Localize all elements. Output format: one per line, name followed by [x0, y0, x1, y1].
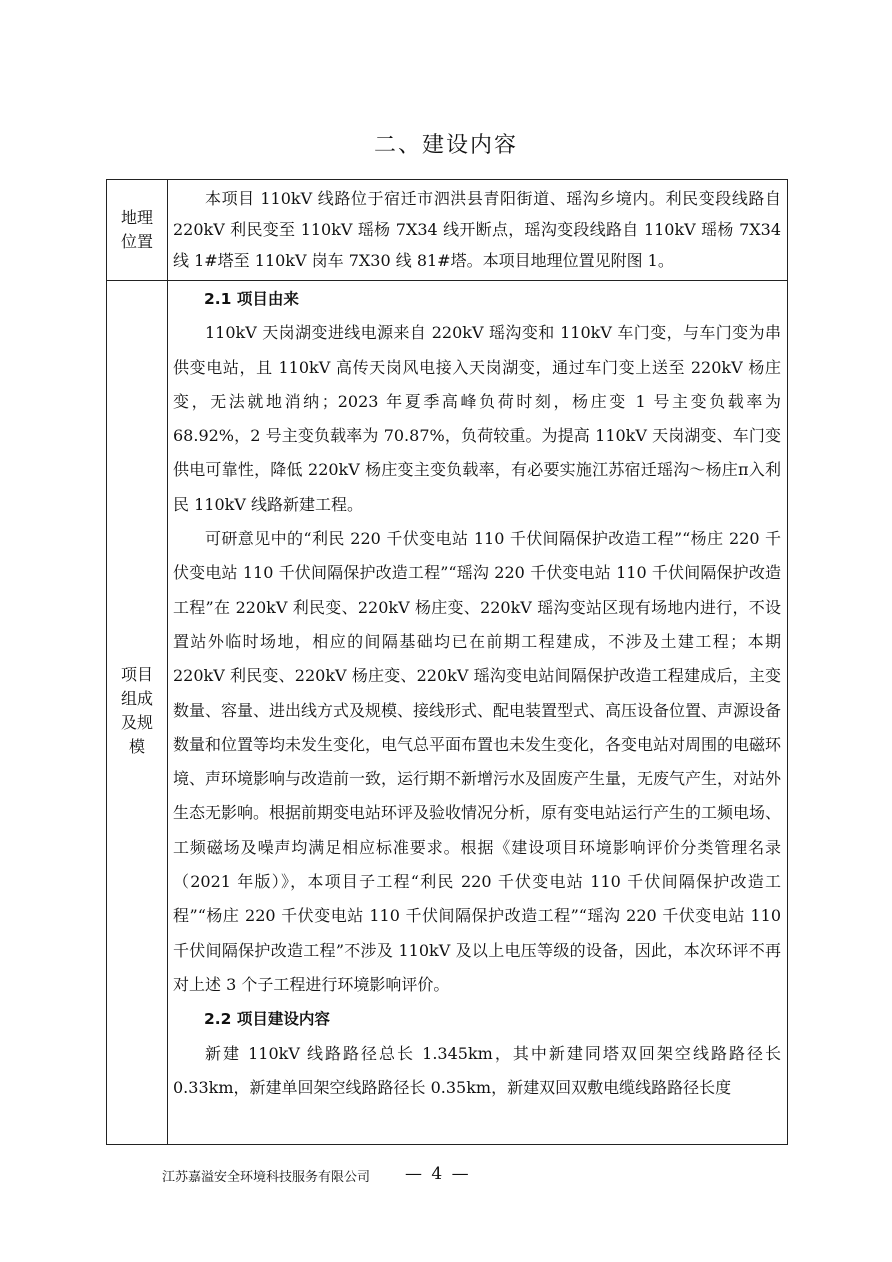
label-scope-line3: 及规 — [120, 713, 153, 732]
label-scope-line1: 项目 — [120, 665, 153, 684]
label-scope-line2: 组成 — [120, 689, 153, 708]
footer-company: 江苏嘉溢安全环境科技服务有限公司 — [162, 1170, 371, 1185]
paragraph-feasibility: 可研意见中的“利民 220 千伏变电站 110 千伏间隔保护改造工程”“杨庄 220 千伏变电站 110 千伏间隔保护改造工程”“瑶沟 220 千伏变电站 110 千伏间隔保护改造工程”在 220kV 利民变、220kV 杨庄变、220kV 瑶沟变站区现有场地内进行，不设置站外临时场地，相应的间隔基础均已在前期工程建成，不涉及土建工程；本期 220kV 利民变、220kV 杨庄变、220kV 瑶沟变电站间隔保护改造工程建成后，主变数量、容量、进出线方式及规模、接线形式、配电装置型式、高压设备位置、声源设备数量和位置等均未发生变化，电气总平面布置也未发生变化，各变电站对周围的电磁环境、声环境影响与改造前一致，运行期不新增污水及固废产生量，无废气产生，对站外生态无影响。根据前期变电站环评及验收情况分析，原有变电站运行产生的工频电场、工频磁场及噪声均满足相应标准要求。根据《建设项目环境影响评价分类管理名录（2021 年版）》，本项目子工程“利民 220 千伏变电站 110 千伏间隔保护改造工程”“杨庄 220 千伏变电站 110 千伏间隔保护改造工程”“瑶沟 220 千伏变电站 110 千伏间隔保护改造工程”不涉及 110kV 及以上电压等级的设备，因此，本次环评不再对上述 3 个子工程进行环境影响评价。 — [173, 529, 782, 994]
label-scope-line4: 模 — [128, 737, 145, 756]
content-table — [106, 179, 788, 1145]
row-label-scope — [107, 663, 167, 759]
paragraph-origin: 110kV 天岗湖变进线电源来自 220kV 瑶沟变和 110kV 车门变，与车门变为串供变电站，且 110kV 高传天岗风电接入天岗湖变，通过车门变上送至 220kV 杨庄变，无法就地消纳；2023 年夏季高峰负荷时刻，杨庄变 1 号主变负载率为 68.92%，2 号主变负载率为 70.87%，负荷较重。为提高 110kV 天岗湖变、车门变供电可靠性，降低 220kV 杨庄变主变负载率，有必要实施江苏宿迁瑶沟～杨庄π入利民 110kV 线路新建工程。 — [173, 323, 781, 514]
section-heading-2-1: 2.1 项目由来 — [204, 290, 299, 308]
page-title: 二、建设内容 — [373, 133, 518, 158]
page-footer — [0, 1164, 892, 1188]
section-heading-2-2: 2.2 项目建设内容 — [204, 1010, 330, 1029]
column-divider — [167, 180, 168, 1144]
row-divider — [107, 280, 787, 281]
page-number: — 4 — — [405, 1164, 471, 1184]
paragraph-construction: 新建 110kV 线路路径总长 1.345km，其中新建同塔双回架空线路路径长 0.33km，新建单回架空线路路径长 0.35km，新建双回双敷电缆线路路径长度 — [173, 1043, 781, 1097]
scope-content — [173, 282, 781, 1105]
row-label-location — [107, 206, 167, 254]
location-text: 本项目 110kV 线路位于宿迁市泗洪县青阳街道、瑶沟乡境内。利民变段线路自 220kV 利民变至 110kV 瑶杨 7X34 线开断点，瑶沟变段线路自 110kV 瑶杨 7X34 线 1#塔至 110kV 岗车 7X30 线 81#塔。本项目地理位置见附图 1。 — [173, 189, 781, 270]
label-location-line2: 位置 — [120, 232, 153, 251]
label-location-line1: 地理 — [120, 208, 153, 227]
